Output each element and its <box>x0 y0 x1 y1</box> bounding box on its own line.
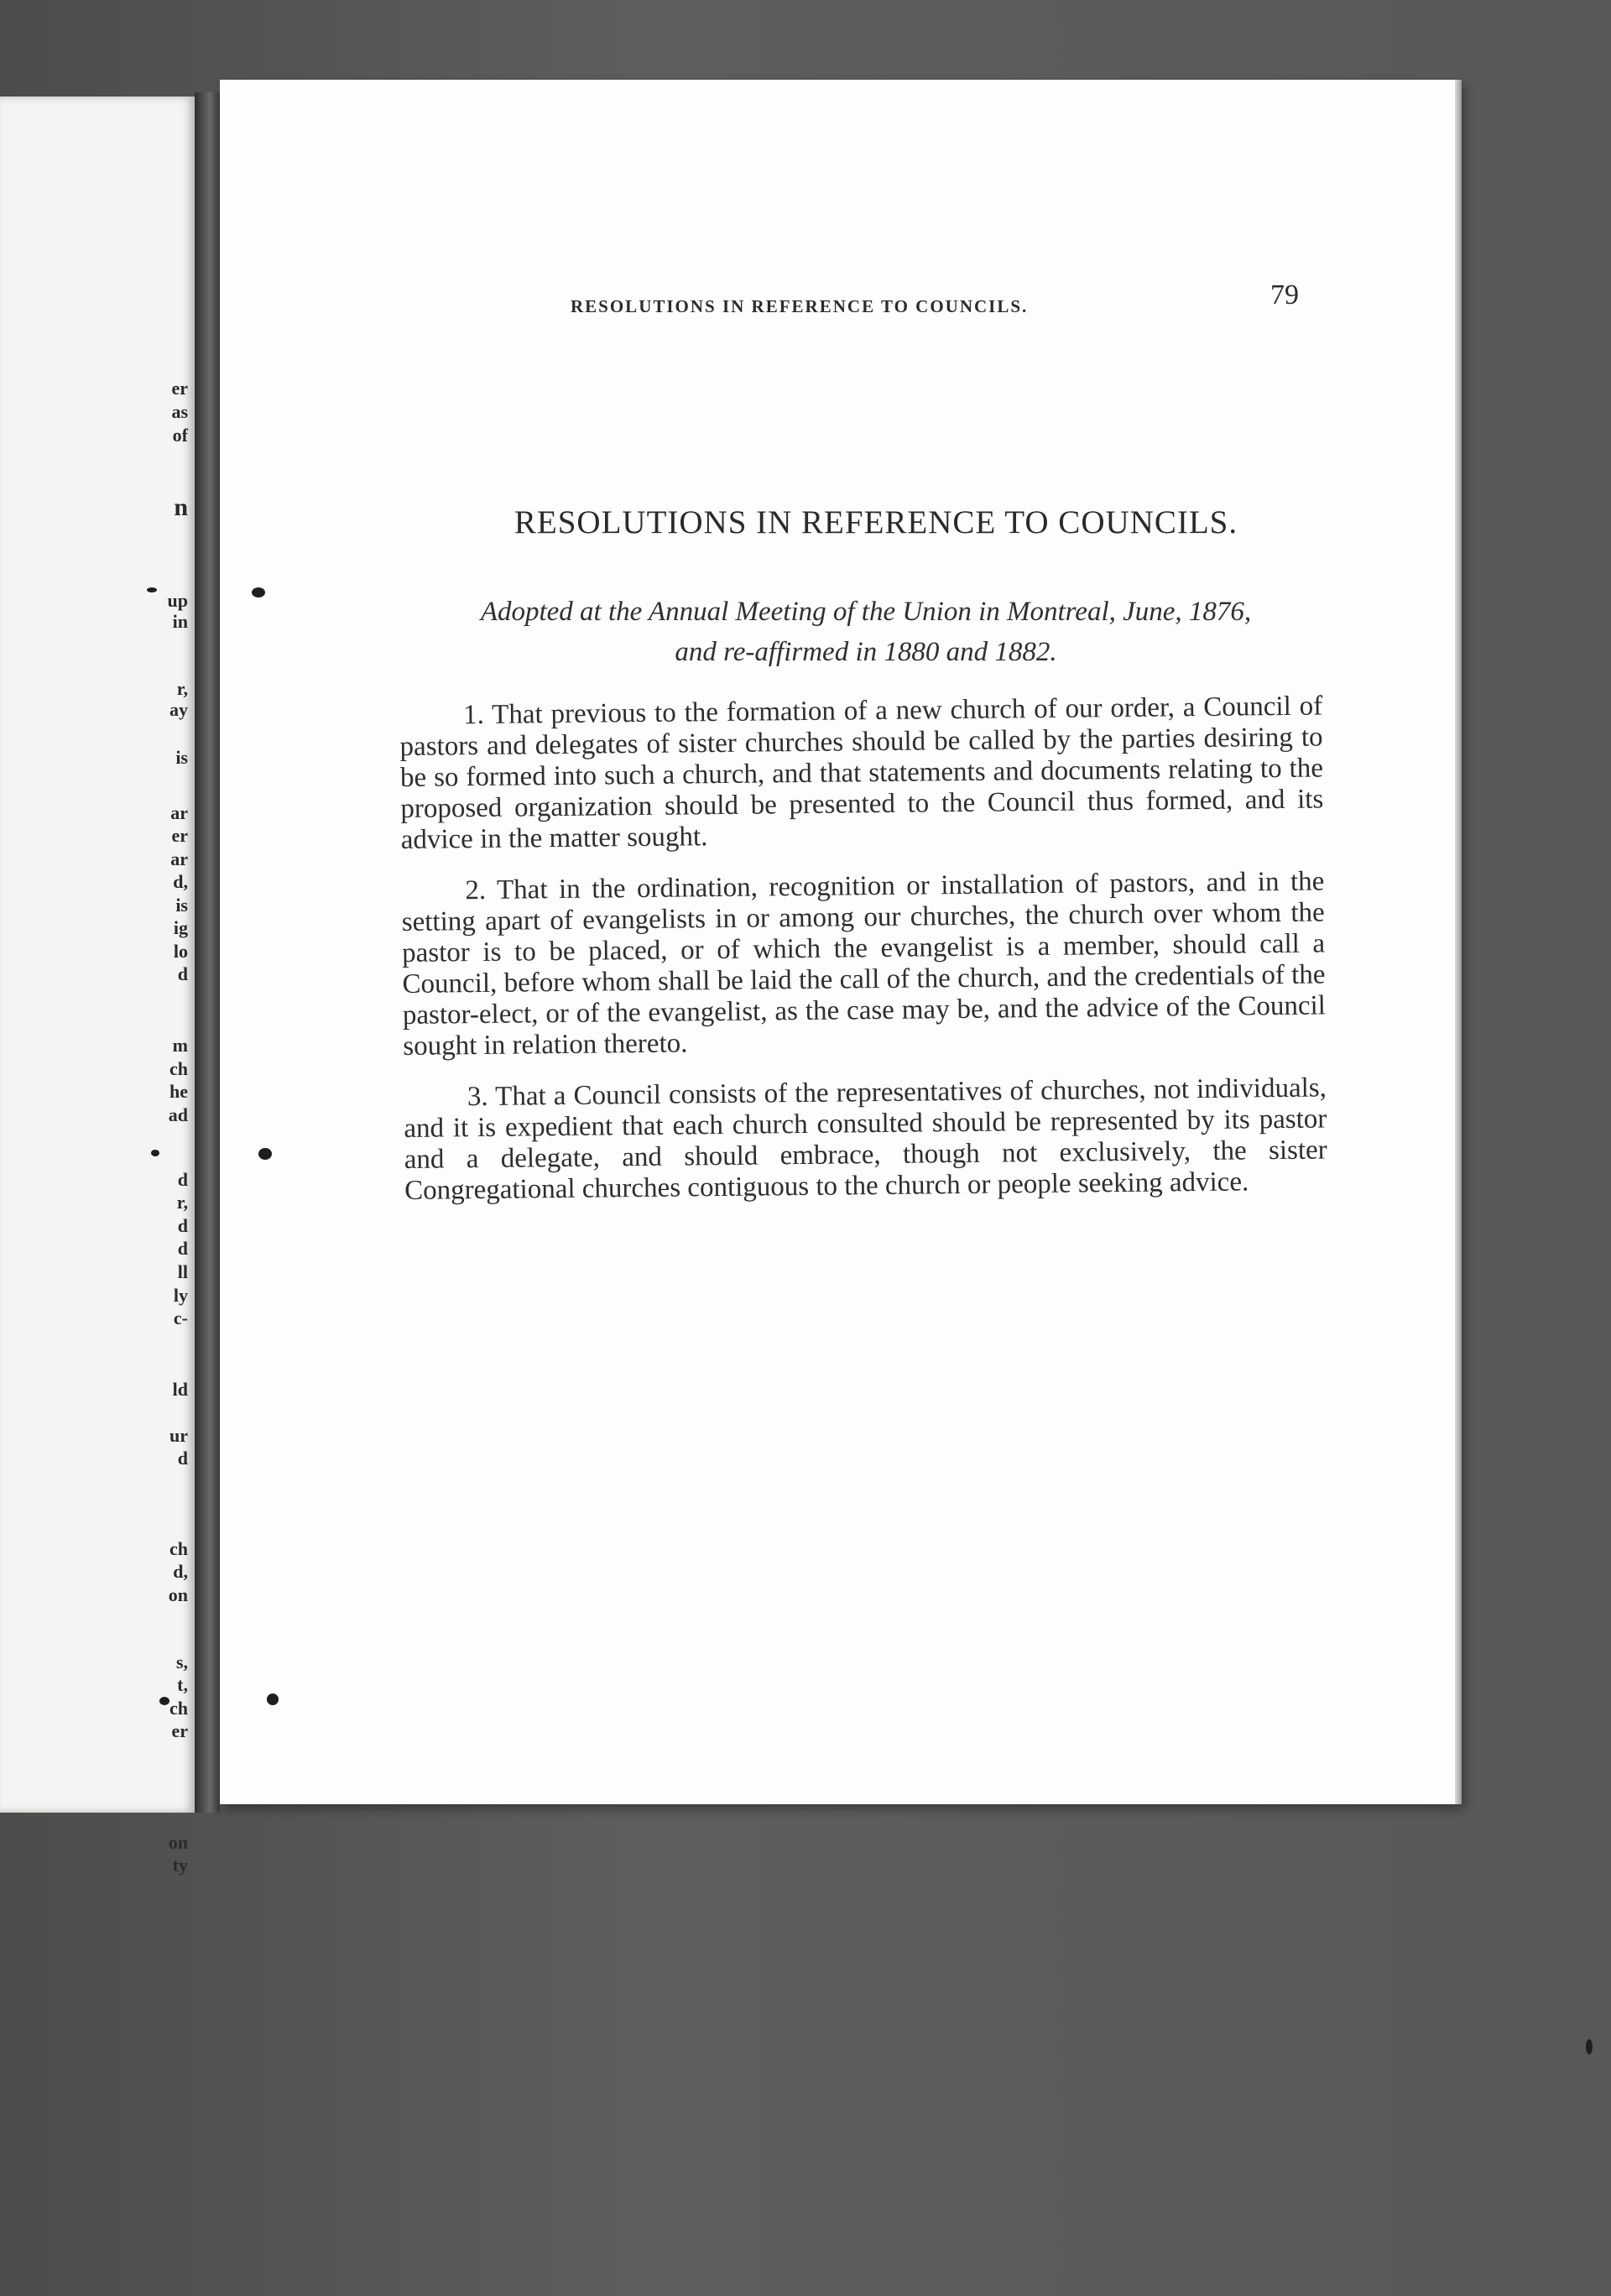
fragment: c- <box>173 1307 188 1328</box>
fragment: ay <box>169 699 188 720</box>
scan-speck <box>267 1693 279 1705</box>
fragment: ly <box>173 1285 188 1306</box>
fragment: ar <box>170 848 188 869</box>
fragment: d <box>177 1238 188 1259</box>
fragment: is <box>175 895 188 916</box>
scan-speck <box>147 587 157 592</box>
fragment: d, <box>173 871 188 892</box>
fragment: s, <box>175 1652 188 1672</box>
subtitle-line: and re-affirmed in 1880 and 1882. <box>675 637 1057 667</box>
fragment: in <box>172 611 188 632</box>
fragment: is <box>175 747 188 768</box>
fragment: d, <box>173 1561 188 1582</box>
scan-speck <box>151 1150 159 1156</box>
fragment: er <box>171 1720 188 1741</box>
fragment: n <box>174 493 188 521</box>
fragment: d <box>177 1169 188 1190</box>
scan-speck <box>258 1148 272 1160</box>
fragment: ch <box>169 1698 188 1719</box>
fragment: he <box>169 1081 188 1102</box>
fragment: ad <box>168 1104 188 1125</box>
running-header: RESOLUTIONS IN REFERENCE TO COUNCILS. <box>571 296 1029 316</box>
subtitle <box>388 592 1344 672</box>
fragment: ig <box>173 917 188 938</box>
fragment: of <box>172 425 188 446</box>
fragment: ll <box>177 1261 188 1282</box>
scan-speck <box>252 587 265 597</box>
fragment: d <box>177 1448 188 1469</box>
scan-speck <box>1586 2039 1593 2054</box>
fragment: ch <box>169 1058 188 1079</box>
book-gutter <box>195 92 220 1813</box>
fragment: lo <box>173 941 188 962</box>
fragment: d <box>177 963 188 984</box>
scan-speck <box>159 1697 169 1705</box>
resolutions-list <box>399 691 1328 1226</box>
fragment: t, <box>177 1674 188 1695</box>
fragment: er <box>171 378 188 399</box>
fragment: up <box>167 590 188 611</box>
fragment: ld <box>172 1379 188 1400</box>
page-title: RESOLUTIONS IN REFERENCE TO COUNCILS. <box>514 504 1238 540</box>
document-page <box>220 80 1462 1804</box>
fragment: on <box>168 1584 188 1605</box>
fragment: ar <box>170 802 188 823</box>
fragment: er <box>171 825 188 846</box>
fragment: r, <box>176 1192 188 1213</box>
fragment: ty <box>172 1855 188 1876</box>
facing-page-left <box>0 97 195 1876</box>
fragment: r, <box>176 678 188 699</box>
fragment: on <box>168 1832 188 1853</box>
page-number: 79 <box>1270 279 1299 310</box>
fragment: ch <box>169 1538 188 1559</box>
resolution-paragraph: 3. That a Council consists of the representatives of churches, not individuals, and it is expedient that each church consulted should be represented by its pastor and a delegate, and should embrace, though not exclusively, the sister Congregational churches contiguous to the church or people seeking advice. <box>404 1072 1327 1206</box>
subtitle-line: Adopted at the Annual Meeting of the Union in Montreal, June, 1876, <box>480 597 1252 627</box>
fragment: as <box>171 401 188 422</box>
page-edge <box>1455 80 1462 1804</box>
fragment: ur <box>169 1425 188 1446</box>
resolution-paragraph: 2. That in the ordination, recognition or installation of pastors, and in the setting apart of evangelists in or among our churches, the church over whom the pastor is to be placed, or of which the evangelist is a member, should call a Council, before whom shall be laid the call of the church, and the credentials of the pastor-elect, or of the evangelist, as the case may be, and the advice of the Council sought in relation thereto. <box>401 866 1327 1062</box>
fragment: m <box>172 1035 188 1056</box>
resolution-paragraph: 1. That previous to the formation of a new church of our order, a Council of pastors and delegates of sister churches should be called by the parties desiring to be so formed into such a church, and that statements and documents relating to the proposed organization should be presented to the Council thus formed, and its advice in the matter sought. <box>399 691 1324 855</box>
fragment: d <box>177 1215 188 1236</box>
